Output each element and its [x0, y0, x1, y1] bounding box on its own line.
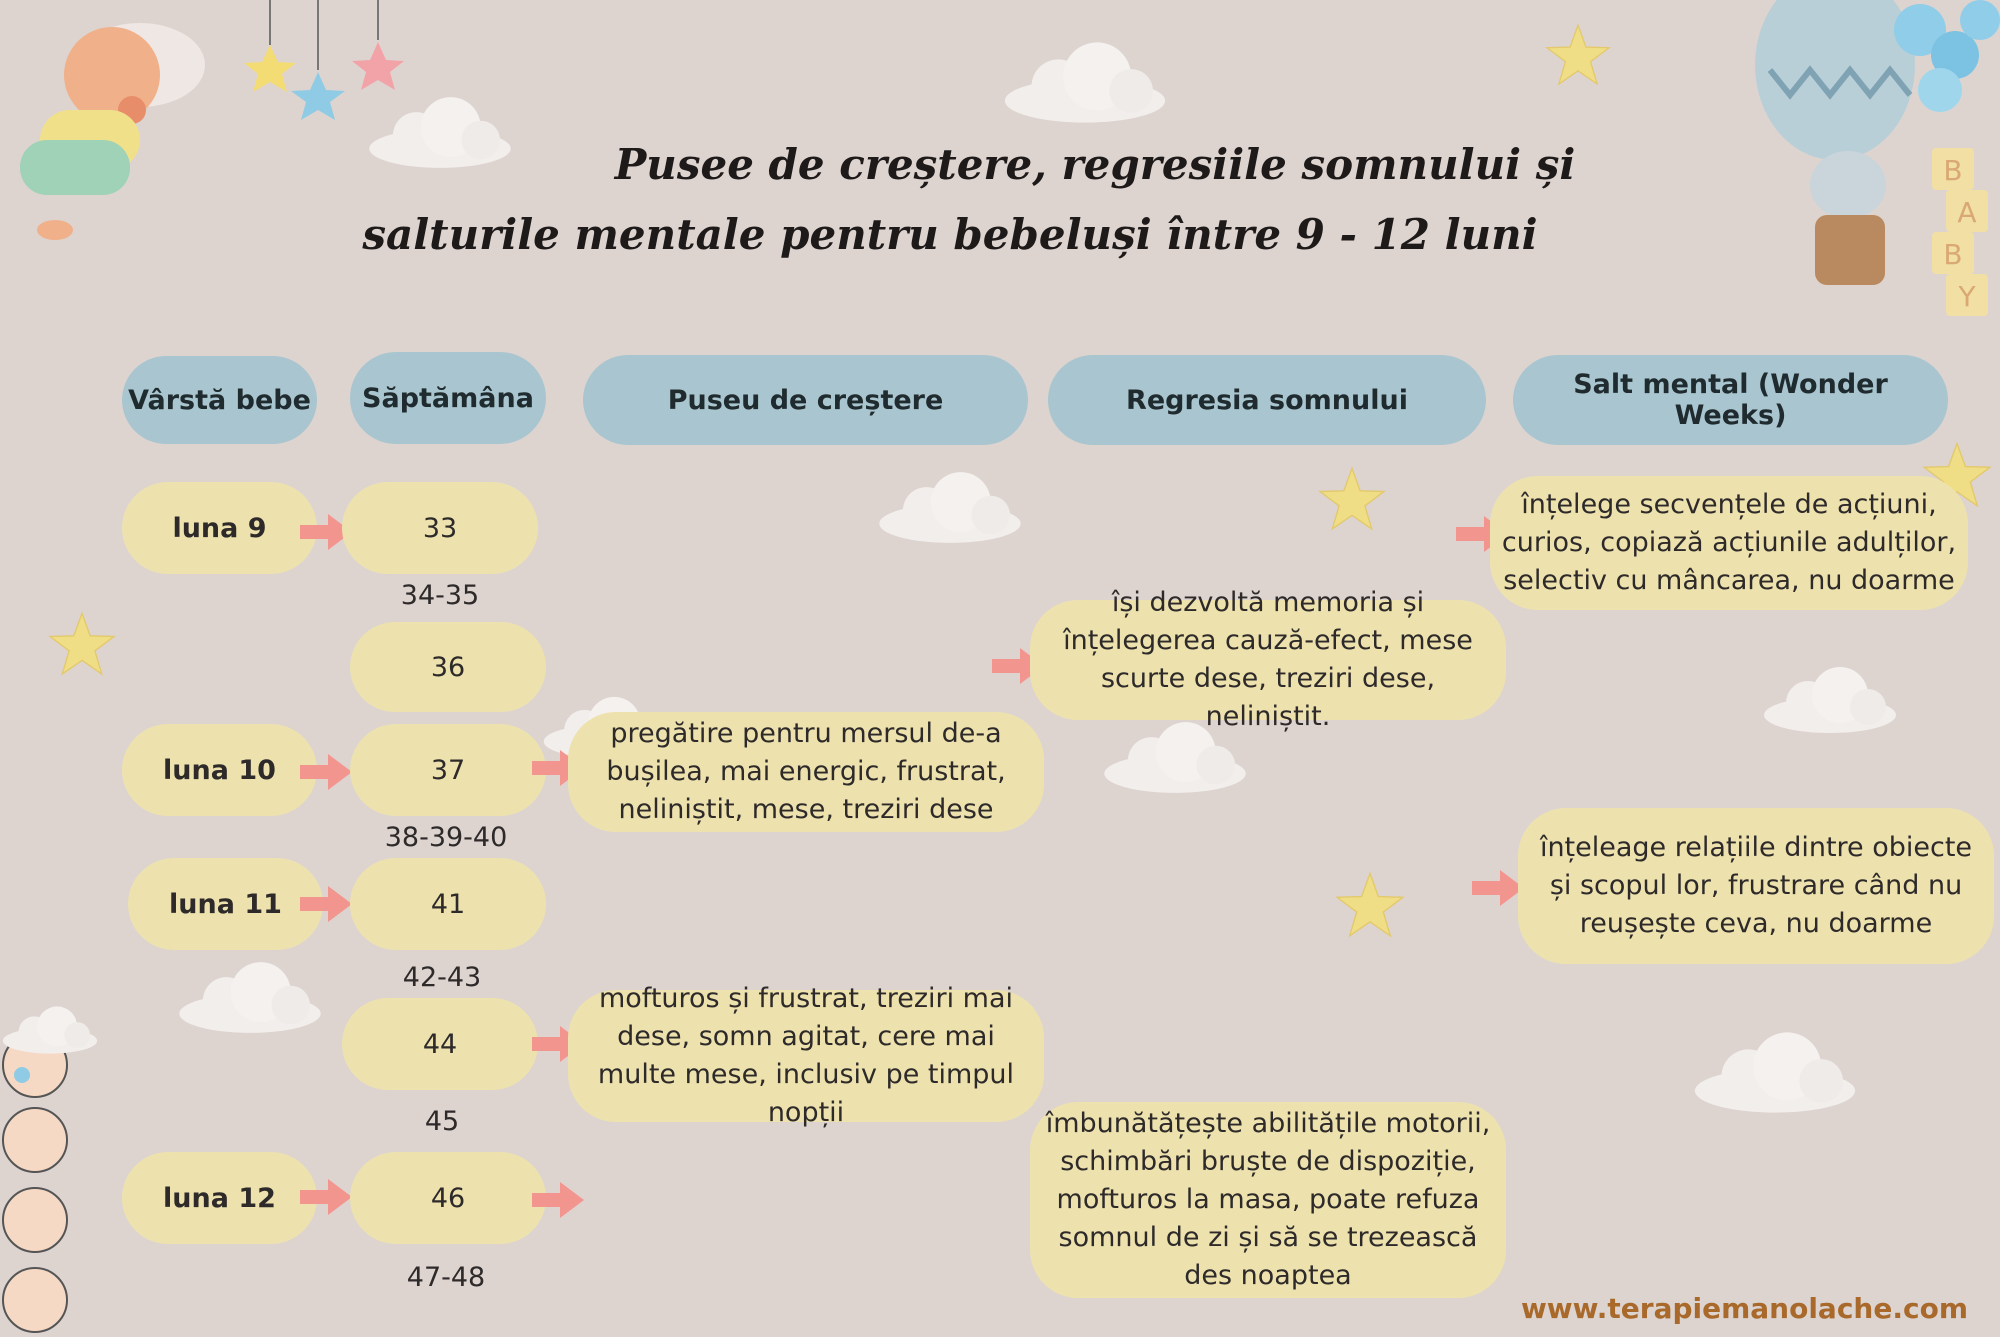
header-growth: Puseu de creștere: [583, 355, 1028, 445]
week-45: 45: [424, 1106, 460, 1137]
page-title-line-1: Pusee de creștere, regresiile somnului și: [614, 140, 1576, 189]
sleep-regression-week-46-text: îmbunătățește abilitățile motorii, schimbări bruște de dispoziție, mofturos la masa, poate refuza somnul de zi și să se trezească des noaptea: [1045, 1108, 1491, 1291]
cloud-decoration: [1690, 1030, 1860, 1115]
month-12: luna 12: [122, 1152, 317, 1244]
header-sleep: Regresia somnului: [1048, 355, 1486, 445]
week-42-43: 42-43: [402, 962, 482, 993]
growth-week-37-text: pregătire pentru mersul de-a bușilea, mai energic, frustrat, neliniștit, mese, treziri dese: [606, 718, 1006, 825]
header-week: Săptămâna: [350, 352, 546, 444]
arrow-icon: [1472, 868, 1524, 908]
cloud-decoration: [0, 1000, 100, 1060]
mental-leap-week-33-text: înțelege secvențele de acțiuni, curios, copiază acțiunile adulților, selectiv cu mâncarea, nu doarme: [1501, 489, 1957, 596]
growth-week-37: [568, 712, 1044, 832]
cloud-decoration: [175, 960, 325, 1035]
week-33: 33: [342, 482, 538, 574]
mental-leap-week-41-text: înțeleage relațiile dintre obiecte și scopul lor, frustrare când nu reușește ceva, nu doarme: [1539, 832, 1973, 939]
star-decoration: [1335, 870, 1405, 940]
block-letter-b: B: [1943, 154, 1963, 187]
month-11: luna 11: [128, 858, 323, 950]
arrow-icon: [300, 884, 352, 924]
arrow-icon: [300, 1177, 352, 1217]
mental-leap-week-33: [1490, 476, 1968, 610]
growth-week-44-text: mofturos și frustrat, treziri mai dese, somn agitat, cere mai multe mese, inclusiv pe timpul nopții: [597, 983, 1015, 1128]
arrow-icon: [300, 752, 352, 792]
sleep-regression-week-36: [1030, 587, 1506, 732]
week-46: 46: [350, 1152, 546, 1244]
month-10: luna 10: [122, 724, 317, 816]
star-decoration: [1545, 22, 1611, 88]
cloud-decoration: [1760, 665, 1900, 735]
week-41: 41: [350, 858, 546, 950]
page-title-line-2: salturile mentale pentru bebeluși între 9 - 12 luni: [362, 210, 1538, 259]
block-letter-a: A: [1957, 196, 1977, 229]
header-leap: Salt mental (Wonder Weeks): [1513, 355, 1948, 445]
growth-week-44: [568, 983, 1044, 1128]
cloud-decoration: [875, 470, 1025, 545]
arrow-icon: [532, 1180, 584, 1220]
month-9: luna 9: [122, 482, 317, 574]
website-url[interactable]: www.terapiemanolache.com: [1520, 1292, 1968, 1325]
star-decoration: [1318, 465, 1386, 533]
week-34-35: 34-35: [400, 580, 480, 611]
week-37: 37: [350, 724, 546, 816]
cloud-decoration: [1000, 40, 1170, 125]
block-letter-y: Y: [1958, 280, 1976, 313]
block-letter-b2: B: [1943, 238, 1963, 271]
sleep-regression-week-36-text: își dezvoltă memoria și înțelegerea cauză-efect, mese scurte dese, treziri dese, neliniștit.: [1063, 587, 1473, 732]
peeking-babies-illustration: [0, 1020, 75, 1333]
week-38-39-40: 38-39-40: [384, 822, 508, 853]
week-47-48: 47-48: [406, 1262, 486, 1293]
star-decoration: [48, 610, 116, 678]
header-age: Vârstă bebe: [122, 356, 317, 444]
mental-leap-week-41: [1518, 808, 1994, 964]
week-44: 44: [342, 998, 538, 1090]
week-36: 36: [350, 622, 546, 712]
sleep-regression-week-46: [1030, 1102, 1506, 1298]
